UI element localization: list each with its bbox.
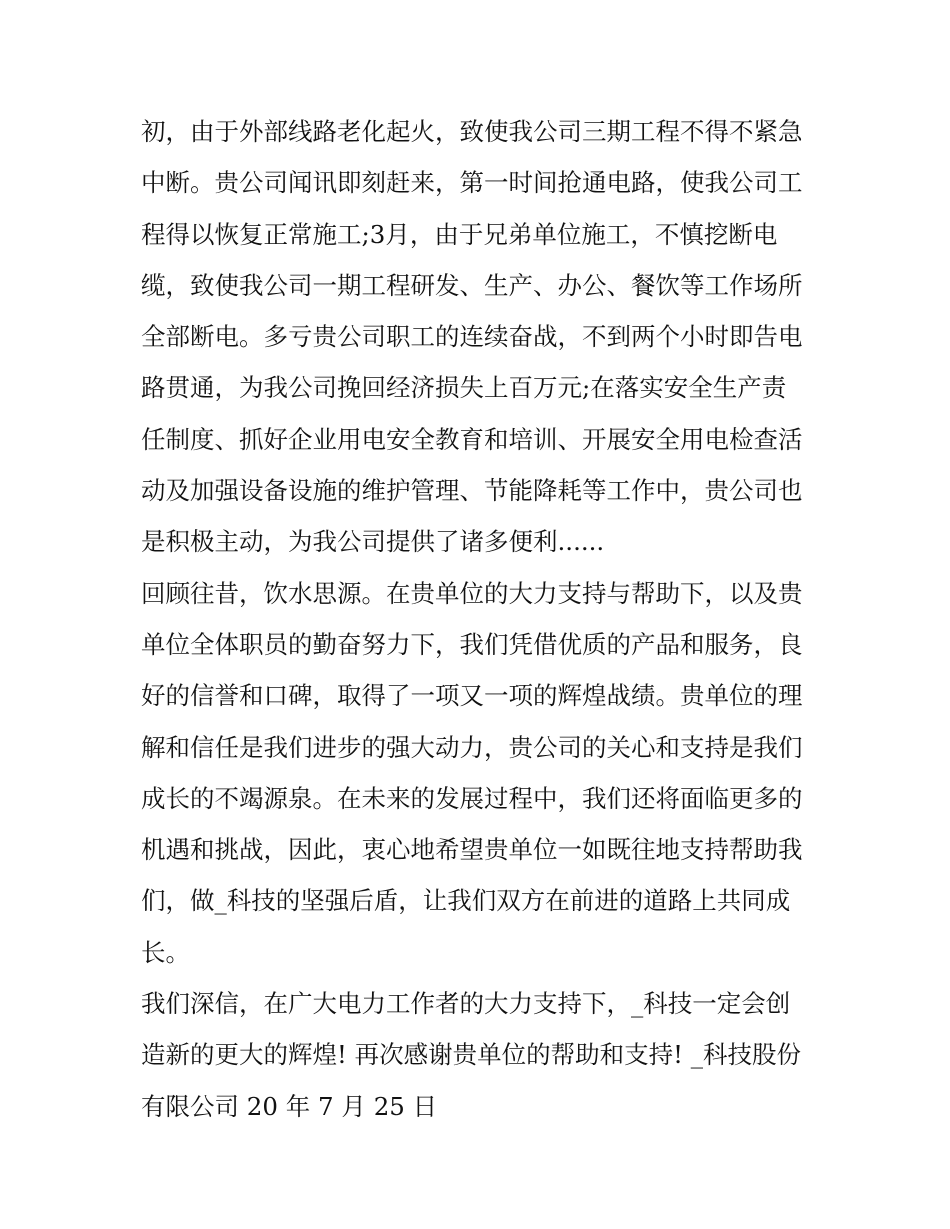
text-line: 解和信任是我们进步的强大动力，贵公司的关心和支持是我们: [141, 732, 803, 762]
text-line: 路贯通，为我公司挽回经济损失上百万元;在落实安全生产责: [141, 373, 787, 403]
text-line: 好的信誉和口碑，取得了一项又一项的辉煌战绩。贵单位的理: [141, 681, 803, 711]
text-line: 单位全体职员的勤奋努力下，我们凭借优质的产品和服务，良: [141, 629, 803, 659]
text-line: 有限公司 20 年 7 月 25 日: [141, 1091, 438, 1121]
text-line: 缆，致使我公司一期工程研发、生产、办公、餐饮等工作场所: [141, 270, 803, 300]
text-line: 任制度、抓好企业用电安全教育和培训、开展安全用电检查活: [141, 424, 803, 454]
text-line: 是积极主动，为我公司提供了诸多便利......: [141, 527, 605, 557]
text-line: 成长的不竭源泉。在未来的发展过程中，我们还将面临更多的: [141, 783, 803, 813]
text-line: 程得以恢复正常施工;3月，由于兄弟单位施工，不慎挖断电: [141, 219, 778, 249]
text-line: 全部断电。多亏贵公司职工的连续奋战，不到两个小时即告电: [141, 322, 803, 352]
text-line: 中断。贵公司闻讯即刻赶来，第一时间抢通电路，使我公司工: [141, 168, 803, 198]
text-line: 回顾往昔，饮水思源。在贵单位的大力支持与帮助下，以及贵: [141, 578, 803, 608]
text-line: 们，做_科技的坚强后盾，让我们双方在前进的道路上共同成: [141, 886, 791, 916]
text-line: 动及加强设备设施的维护管理、节能降耗等工作中，贵公司也: [141, 476, 803, 506]
text-line: 机遇和挑战，因此，衷心地希望贵单位一如既往地支持帮助我: [141, 835, 803, 865]
text-line: 长。: [141, 937, 190, 967]
document-body: [141, 106, 821, 1132]
text-line: 我们深信，在广大电力工作者的大力支持下，_科技一定会创: [141, 989, 791, 1019]
text-line: 造新的更大的辉煌! 再次感谢贵单位的帮助和支持! _科技股份: [141, 1040, 802, 1070]
text-line: 初，由于外部线路老化起火，致使我公司三期工程不得不紧急: [141, 117, 803, 146]
